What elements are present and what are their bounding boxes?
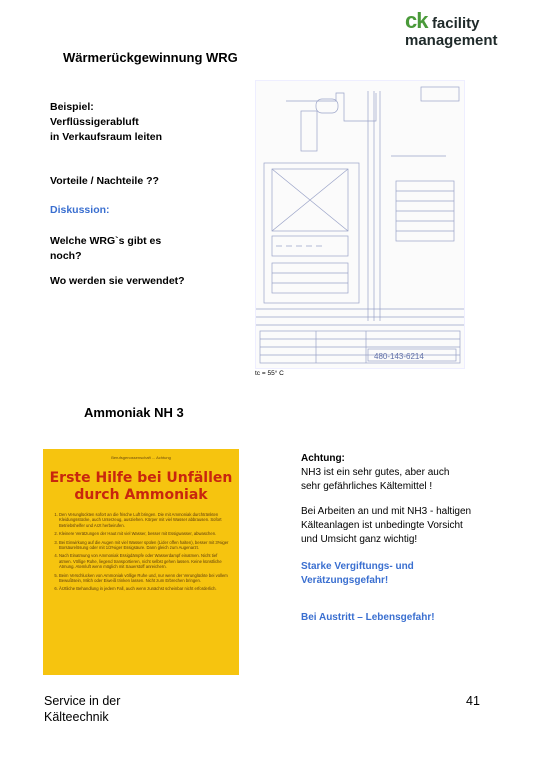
drawing-number: 480-143-6214 (374, 352, 424, 361)
poster-instructions (59, 512, 231, 592)
example-text-line1: Verflüssigerabluft (50, 116, 139, 128)
example-block (50, 100, 162, 145)
safety-note-line2: Kälteanlagen ist unbedingte Vorsicht (301, 520, 463, 531)
question-2: Wo werden sie verwendet? (50, 275, 185, 287)
poster-title-line2: durch Ammoniak (74, 487, 208, 503)
drawing-caption: tc = 55° C (255, 370, 284, 377)
poster-item: 4. Nach Einatmung von Ammoniak Essigdämpfe oder Wasserdampf einatmen. Nicht tief atmen. Völlige Ruhe, liegend transportieren, nicht selbst gehen lassen. Keine künstliche Atmung. Atemluft wenn möglich mit Sauerstoff anreichern. (59, 553, 231, 569)
safety-note-line1: Bei Arbeiten an und mit NH3 - haltigen (301, 506, 472, 517)
poster-item: 5. Beim Verschlucken von Ammoniak völlige Ruhe und, nur wenn der Verunglückte bei vollem Bewußtsein, Milch oder Eiweiß trinken lassen. Nicht zum Erbrechen bringen. (59, 573, 231, 584)
danger-poison (301, 560, 414, 588)
poster-title (43, 470, 239, 504)
warning-title: Achtung: (301, 453, 345, 464)
safety-note (301, 505, 471, 547)
question-1-line1: Welche WRG`s gibt es (50, 235, 162, 247)
poster-item: 6. Ärztliche Behandlung in jedem Fall, auch wenn zunächst scheinbar nicht erforderlich. (59, 586, 231, 591)
footer-label (44, 693, 120, 725)
discussion-label: Diskussion: (50, 204, 110, 216)
warning-line2: sehr gefährliches Kältemittel ! (301, 481, 433, 492)
danger-poison-line1: Starke Vergiftungs- und (301, 561, 414, 572)
logo-brand: ck (405, 8, 428, 33)
poster-item: 2. Kleinere Verätzungen der Haut mit viel Wasser, besser mit Essigwasser, abwaschen. (59, 531, 231, 536)
poster-item: 1. Den Verunglückten sofort an die frische Luft bringen. Die mit Ammoniak durchtränkten Kleidungsstücke, auch Unterzeug, ausziehen. Körper mit viel Wasser abbrausen. Sofort Betriebshelfer und Arzt herbeirufen. (59, 512, 231, 528)
question-1-line2: noch? (50, 250, 82, 262)
section-title-nh3: Ammoniak NH 3 (84, 405, 184, 420)
first-aid-poster (43, 449, 239, 675)
question-1 (50, 234, 161, 264)
footer-line1: Service in der (44, 694, 121, 708)
warning-line1: NH3 ist ein sehr gutes, aber auch (301, 467, 450, 478)
danger-poison-line2: Verätzungsgefahr! (301, 575, 389, 586)
drawing-svg (256, 81, 464, 368)
logo-line2: management (405, 32, 498, 49)
logo-line1: facility (431, 15, 480, 32)
technical-drawing (255, 80, 465, 369)
poster-title-line1: Erste Hilfe bei Unfällen (49, 470, 233, 486)
poster-header: Berufsgenossenschaft ... Achtung (111, 455, 171, 460)
section-title-wrg: Wärmerückgewinnung WRG (63, 50, 238, 65)
pros-cons-text: Vorteile / Nachteile ?? (50, 175, 159, 187)
company-logo (405, 8, 505, 49)
example-label: Beispiel: (50, 101, 94, 113)
example-text-line2: in Verkaufsraum leiten (50, 131, 163, 143)
danger-leak: Bei Austritt – Lebensgefahr! (301, 612, 435, 623)
poster-item: 3. Bei Einwirkung auf die Augen mit viel Wasser spülen (Lider offen halten), besser mit 3%iger Borsäurelösung oder mit 1/2%iger Essigsäure. Dann gleich zum Augenarzt. (59, 540, 231, 551)
safety-note-line3: und Umsicht ganz wichtig! (301, 534, 418, 545)
footer-line2: Kälteechnik (44, 710, 109, 724)
page-number: 41 (466, 694, 480, 708)
warning-block (301, 452, 449, 494)
